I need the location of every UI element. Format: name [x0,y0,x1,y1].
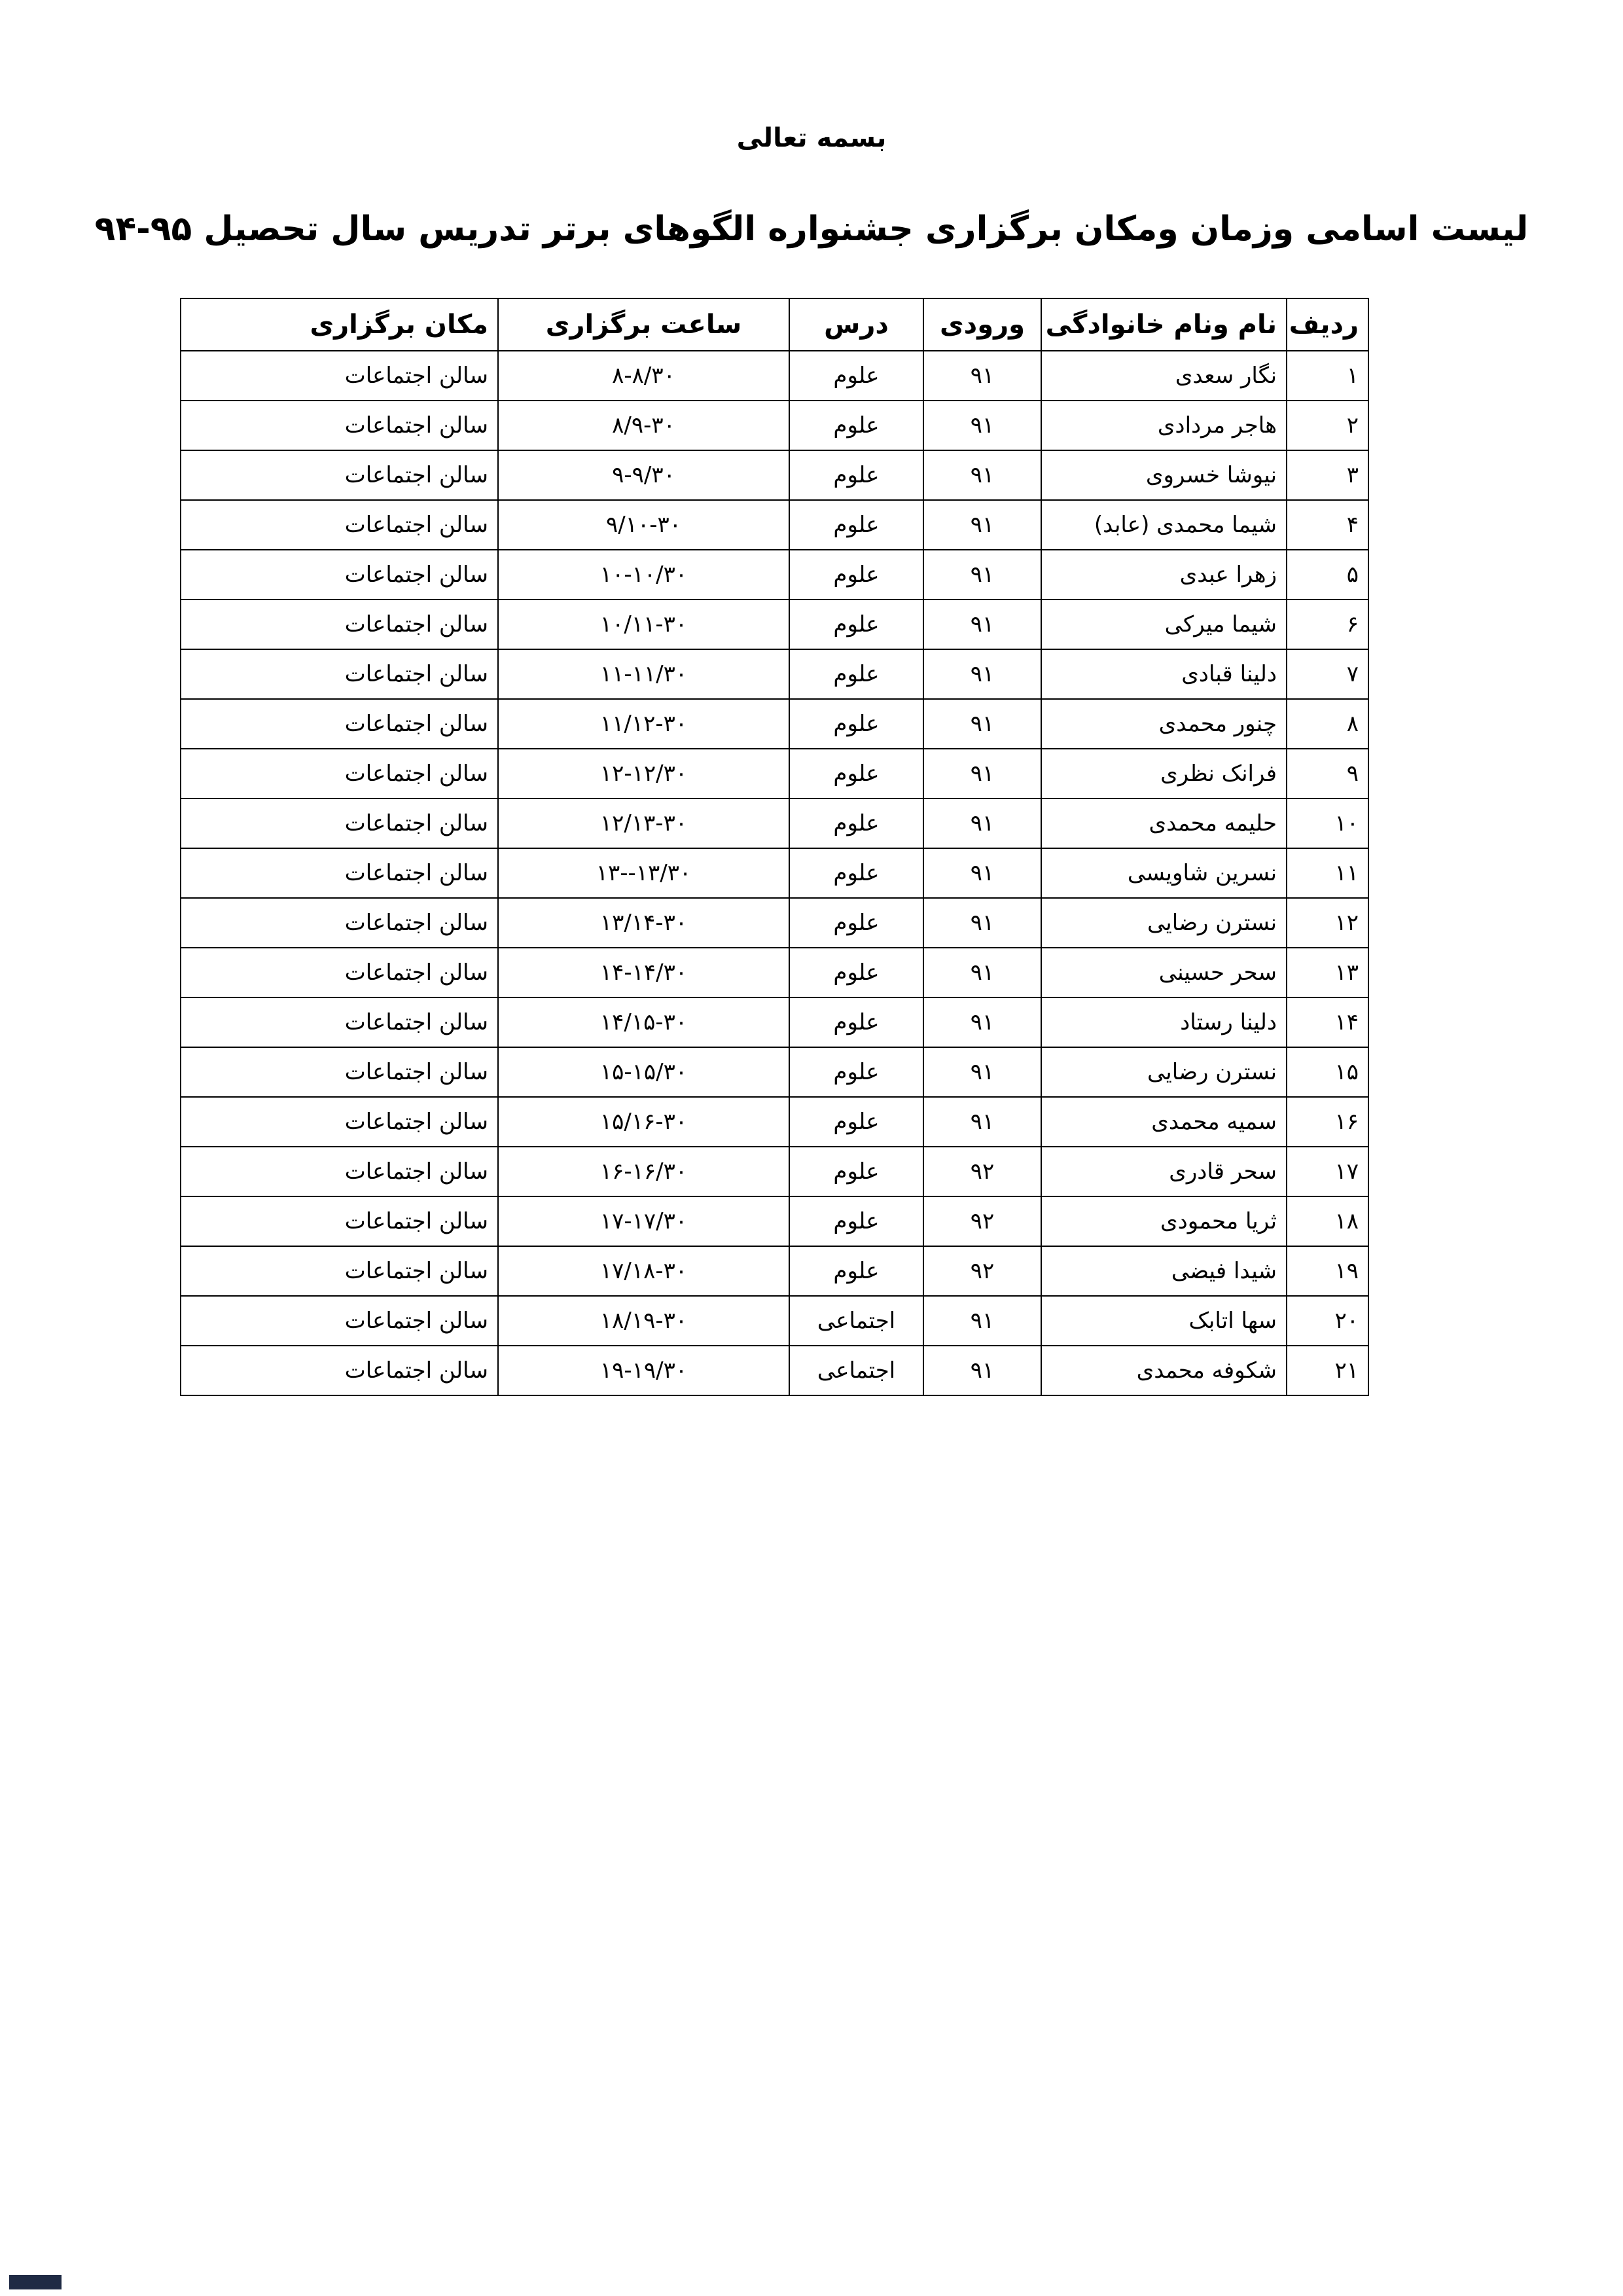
column-header-row-number: ردیف [1287,298,1368,351]
watermark-logo [9,2275,62,2289]
cell-row-number: ۱۶ [1287,1097,1368,1147]
cell-time: ۱۳/۱۴-۳۰ [498,898,789,948]
table-row [181,401,1368,450]
cell-lesson: اجتماعی [789,1346,923,1395]
cell-lesson: علوم [789,401,923,450]
cell-lesson: علوم [789,749,923,798]
cell-place: سالن اجتماعات [181,351,498,401]
cell-place: سالن اجتماعات [181,948,498,997]
cell-place: سالن اجتماعات [181,600,498,649]
column-header-name: نام ونام خانوادگی [1041,298,1287,351]
cell-entry: ۹۱ [923,898,1041,948]
cell-name: سمیه محمدی [1041,1097,1287,1147]
cell-place: سالن اجتماعات [181,997,498,1047]
cell-entry: ۹۱ [923,848,1041,898]
cell-row-number: ۵ [1287,550,1368,600]
cell-place: سالن اجتماعات [181,1296,498,1346]
document-heading: بسمه تعالی [736,123,887,153]
cell-name: زهرا عبدی [1041,550,1287,600]
cell-lesson: علوم [789,1196,923,1246]
cell-place: سالن اجتماعات [181,1097,498,1147]
cell-row-number: ۱۵ [1287,1047,1368,1097]
table-row [181,1346,1368,1395]
table-row [181,948,1368,997]
cell-name: شیدا فیضی [1041,1246,1287,1296]
cell-entry: ۹۱ [923,1346,1041,1395]
cell-time: ۱۶-۱۶/۳۰ [498,1147,789,1196]
cell-time: ۱۵-۱۵/۳۰ [498,1047,789,1097]
cell-entry: ۹۲ [923,1147,1041,1196]
cell-lesson: علوم [789,1047,923,1097]
cell-name: نگار سعدی [1041,351,1287,401]
cell-time: ۹-۹/۳۰ [498,450,789,500]
cell-entry: ۹۱ [923,749,1041,798]
cell-name: دلینا رستاد [1041,997,1287,1047]
cell-name: شیما میرکی [1041,600,1287,649]
cell-row-number: ۱۱ [1287,848,1368,898]
cell-lesson: اجتماعی [789,1296,923,1346]
cell-time: ۱۲-۱۲/۳۰ [498,749,789,798]
cell-entry: ۹۱ [923,997,1041,1047]
cell-place: سالن اجتماعات [181,1196,498,1246]
cell-row-number: ۹ [1287,749,1368,798]
cell-row-number: ۴ [1287,500,1368,550]
cell-entry: ۹۲ [923,1246,1041,1296]
cell-entry: ۹۱ [923,948,1041,997]
cell-lesson: علوم [789,1147,923,1196]
cell-row-number: ۱ [1287,351,1368,401]
cell-entry: ۹۱ [923,798,1041,848]
table-row [181,1097,1368,1147]
cell-row-number: ۱۰ [1287,798,1368,848]
cell-place: سالن اجتماعات [181,848,498,898]
cell-time: ۱۱/۱۲-۳۰ [498,699,789,749]
cell-lesson: علوم [789,351,923,401]
cell-lesson: علوم [789,948,923,997]
cell-entry: ۹۱ [923,1097,1041,1147]
cell-name: سحر قادری [1041,1147,1287,1196]
cell-name: هاجر مردادی [1041,401,1287,450]
cell-place: سالن اجتماعات [181,1147,498,1196]
cell-entry: ۹۱ [923,600,1041,649]
cell-lesson: علوم [789,1097,923,1147]
table-row [181,1196,1368,1246]
table-row [181,898,1368,948]
table-row [181,550,1368,600]
cell-entry: ۹۱ [923,699,1041,749]
cell-row-number: ۱۲ [1287,898,1368,948]
cell-time: ۹/۱۰-۳۰ [498,500,789,550]
cell-time: ۸/۹-۳۰ [498,401,789,450]
table-header-row [181,298,1368,351]
cell-name: سحر حسینی [1041,948,1287,997]
cell-entry: ۹۱ [923,1047,1041,1097]
table-row [181,1246,1368,1296]
cell-place: سالن اجتماعات [181,649,498,699]
cell-entry: ۹۲ [923,1196,1041,1246]
cell-time: ۱۴-۱۴/۳۰ [498,948,789,997]
cell-row-number: ۱۷ [1287,1147,1368,1196]
cell-row-number: ۱۴ [1287,997,1368,1047]
cell-time: ۱۳--۱۳/۳۰ [498,848,789,898]
cell-lesson: علوم [789,848,923,898]
cell-row-number: ۲۰ [1287,1296,1368,1346]
table-row [181,749,1368,798]
cell-entry: ۹۱ [923,500,1041,550]
cell-lesson: علوم [789,997,923,1047]
cell-name: فرانک نظری [1041,749,1287,798]
cell-name: ثریا محمودی [1041,1196,1287,1246]
cell-place: سالن اجتماعات [181,898,498,948]
cell-name: نیوشا خسروی [1041,450,1287,500]
cell-row-number: ۳ [1287,450,1368,500]
cell-entry: ۹۱ [923,649,1041,699]
cell-entry: ۹۱ [923,450,1041,500]
cell-name: دلینا قبادی [1041,649,1287,699]
cell-lesson: علوم [789,798,923,848]
cell-row-number: ۱۹ [1287,1246,1368,1296]
cell-time: ۱۰-۱۰/۳۰ [498,550,789,600]
cell-name: شیما محمدی (عابد) [1041,500,1287,550]
cell-place: سالن اجتماعات [181,699,498,749]
cell-time: ۱۲/۱۳-۳۰ [498,798,789,848]
table-row [181,997,1368,1047]
table-row [181,500,1368,550]
cell-place: سالن اجتماعات [181,450,498,500]
cell-lesson: علوم [789,699,923,749]
cell-lesson: علوم [789,649,923,699]
cell-name: شکوفه محمدی [1041,1346,1287,1395]
cell-time: ۱۷-۱۷/۳۰ [498,1196,789,1246]
cell-place: سالن اجتماعات [181,749,498,798]
table-row [181,600,1368,649]
cell-place: سالن اجتماعات [181,550,498,600]
cell-time: ۱۰/۱۱-۳۰ [498,600,789,649]
column-header-time: ساعت برگزاری [498,298,789,351]
cell-lesson: علوم [789,1246,923,1296]
cell-entry: ۹۱ [923,550,1041,600]
cell-name: سها اتابک [1041,1296,1287,1346]
cell-time: ۱۱-۱۱/۳۰ [498,649,789,699]
cell-name: نسترن رضایی [1041,898,1287,948]
cell-row-number: ۸ [1287,699,1368,749]
cell-row-number: ۱۸ [1287,1196,1368,1246]
cell-place: سالن اجتماعات [181,401,498,450]
cell-row-number: ۲۱ [1287,1346,1368,1395]
cell-time: ۱۵/۱۶-۳۰ [498,1097,789,1147]
column-header-lesson: درس [789,298,923,351]
cell-entry: ۹۱ [923,1296,1041,1346]
cell-name: نسترن رضایی [1041,1047,1287,1097]
table-row [181,649,1368,699]
cell-row-number: ۱۳ [1287,948,1368,997]
cell-row-number: ۲ [1287,401,1368,450]
cell-time: ۱۴/۱۵-۳۰ [498,997,789,1047]
cell-place: سالن اجتماعات [181,1246,498,1296]
cell-time: ۸-۸/۳۰ [498,351,789,401]
document-title: لیست اسامی وزمان ومکان برگزاری جشنواره الگوهای برتر تدریس سال تحصیل ۹۵-۹۴ [94,209,1529,249]
schedule-table [180,298,1369,1396]
cell-name: نسرین شاویسی [1041,848,1287,898]
table-body [181,351,1368,1395]
cell-time: ۱۷/۱۸-۳۰ [498,1246,789,1296]
cell-name: حلیمه محمدی [1041,798,1287,848]
cell-lesson: علوم [789,898,923,948]
cell-place: سالن اجتماعات [181,500,498,550]
table-row [181,351,1368,401]
cell-time: ۱۹-۱۹/۳۰ [498,1346,789,1395]
column-header-entry: ورودی [923,298,1041,351]
cell-lesson: علوم [789,600,923,649]
cell-place: سالن اجتماعات [181,1346,498,1395]
cell-name: چنور محمدی [1041,699,1287,749]
table-row [181,1047,1368,1097]
table-row [181,798,1368,848]
cell-lesson: علوم [789,500,923,550]
column-header-place: مکان برگزاری [181,298,498,351]
table-row [181,699,1368,749]
cell-place: سالن اجتماعات [181,798,498,848]
cell-lesson: علوم [789,450,923,500]
cell-time: ۱۸/۱۹-۳۰ [498,1296,789,1346]
table-row [181,1296,1368,1346]
cell-entry: ۹۱ [923,401,1041,450]
cell-row-number: ۶ [1287,600,1368,649]
table-row [181,848,1368,898]
cell-row-number: ۷ [1287,649,1368,699]
table-row [181,1147,1368,1196]
cell-lesson: علوم [789,550,923,600]
cell-place: سالن اجتماعات [181,1047,498,1097]
cell-entry: ۹۱ [923,351,1041,401]
table-row [181,450,1368,500]
